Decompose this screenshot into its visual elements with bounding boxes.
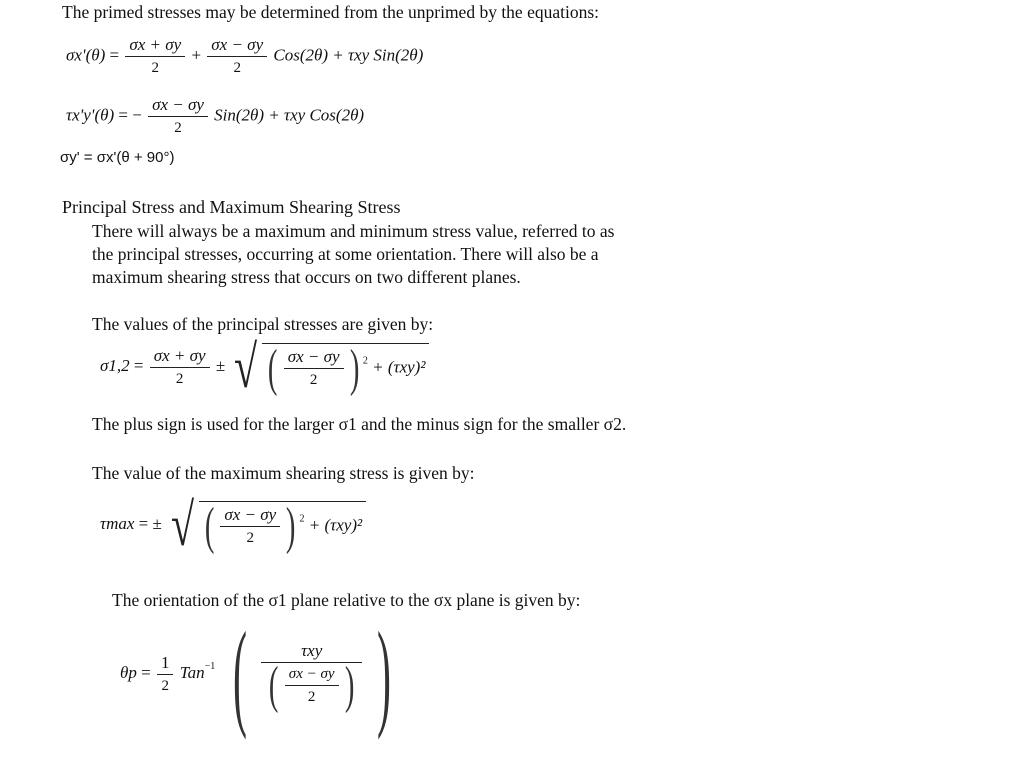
equation-orientation: [120, 607, 404, 740]
eq1-lhs: σx'(θ): [66, 45, 106, 65]
eq1-frac2: [207, 34, 267, 79]
eq1-tail: Cos(2θ) + τxy Sin(2θ): [273, 45, 424, 65]
principal-radical: [229, 334, 429, 400]
eq2-frac-num: σx − σy: [148, 94, 208, 117]
paragraph-line-2: the principal stresses, occurring at some orientation. There will also be a: [92, 244, 599, 264]
equation-max-shear: [100, 492, 366, 558]
paragraph-line-3: maximum shearing stress that occurs on two different planes.: [92, 267, 521, 287]
max-shear-plus-tau: + (τxy)²: [308, 515, 363, 535]
eq2-tail: Sin(2θ) + τxy Cos(2θ): [214, 105, 365, 125]
eq1-frac1-num: σx + σy: [125, 34, 185, 57]
equation-tau-xy-prime: [66, 94, 364, 139]
orientation-outer-frac: [261, 640, 361, 714]
eq1-plus: +: [191, 45, 202, 65]
max-shear-exp: 2: [299, 513, 305, 525]
eq1-frac1: [125, 34, 185, 79]
principal-inner-num: σx − σy: [284, 346, 344, 369]
right-paren-icon: ): [286, 497, 296, 555]
max-shear-inner-num: σx − σy: [220, 504, 280, 527]
principal-pm: ±: [215, 355, 226, 375]
sqrt-icon: √: [234, 334, 258, 400]
equation-sigma-x-prime: [66, 34, 423, 79]
max-shear-intro: The value of the maximum shearing stress is given by:: [92, 463, 475, 483]
principal-exp: 2: [362, 355, 368, 367]
max-shear-radical-body: [199, 497, 366, 555]
eq1-frac2-den: 2: [233, 60, 241, 76]
equation-sigma-y-prime: σy' = σx'(θ + 90°): [60, 149, 175, 166]
principal-inner-frac: [284, 346, 344, 391]
orientation-intro: The orientation of the σ1 plane relative to the σx plane is given by:: [112, 590, 581, 610]
principal-equals: =: [133, 355, 144, 375]
principal-inner-den: 2: [309, 372, 318, 388]
intro-text: The primed stresses may be determined from the unprimed by the equations:: [62, 2, 600, 22]
eq2-frac: [148, 94, 208, 139]
left-paren-icon: (: [204, 497, 215, 555]
principal-intro: The values of the principal stresses are given by:: [92, 314, 434, 334]
right-paren-icon: ): [349, 339, 359, 397]
orientation-equals: =: [141, 662, 151, 682]
max-shear-radical: [166, 492, 366, 558]
right-paren-icon: ): [344, 656, 354, 714]
orientation-inner-num: σx − σy: [285, 663, 339, 686]
left-paren-icon: (: [269, 656, 279, 714]
principal-frac: [150, 345, 210, 390]
left-paren-icon: (: [268, 339, 278, 397]
orientation-func-exp: −1: [204, 660, 216, 672]
max-shear-inner-frac: [220, 504, 280, 549]
orientation-outer-num: τxy: [261, 640, 361, 663]
eq2-equals: = −: [118, 105, 142, 125]
orientation-func: Tan: [179, 662, 205, 682]
eq1-frac2-num: σx − σy: [207, 34, 267, 57]
orientation-outer-den: [261, 656, 361, 714]
orientation-lhs: θp: [120, 662, 137, 682]
eq2-frac-den: 2: [174, 120, 182, 136]
principal-radical-body: [262, 339, 429, 397]
orientation-half-den: 2: [161, 677, 169, 694]
sign-note: The plus sign is used for the larger σ1 and the minus sign for the smaller σ2.: [92, 414, 627, 434]
principal-lhs: σ1,2: [100, 355, 130, 375]
paragraph-line-1: There will always be a maximum and minimum stress value, referred to as: [92, 221, 615, 241]
left-paren-icon: (: [232, 607, 247, 740]
max-shear-inner-den: 2: [246, 530, 255, 546]
principal-frac-num: σx + σy: [150, 345, 210, 368]
principal-frac-den: 2: [175, 370, 184, 387]
equation-principal-stress: [100, 334, 429, 400]
max-shear-equals: = ±: [138, 513, 162, 533]
eq1-frac1-den: 2: [151, 60, 160, 76]
orientation-inner-frac: [285, 663, 339, 708]
section-heading: Principal Stress and Maximum Shearing Stress: [62, 197, 401, 217]
right-paren-icon: ): [376, 607, 391, 740]
eq1-equals: =: [109, 45, 120, 65]
max-shear-lhs: τmax: [100, 513, 135, 533]
principal-plus-tau: + (τxy)²: [372, 357, 426, 377]
eq2-lhs: τx'y'(θ): [66, 105, 115, 125]
sqrt-icon: √: [171, 492, 195, 558]
orientation-inner-den: 2: [307, 689, 316, 705]
orientation-half: [157, 652, 174, 697]
orientation-half-num: 1: [157, 652, 174, 675]
